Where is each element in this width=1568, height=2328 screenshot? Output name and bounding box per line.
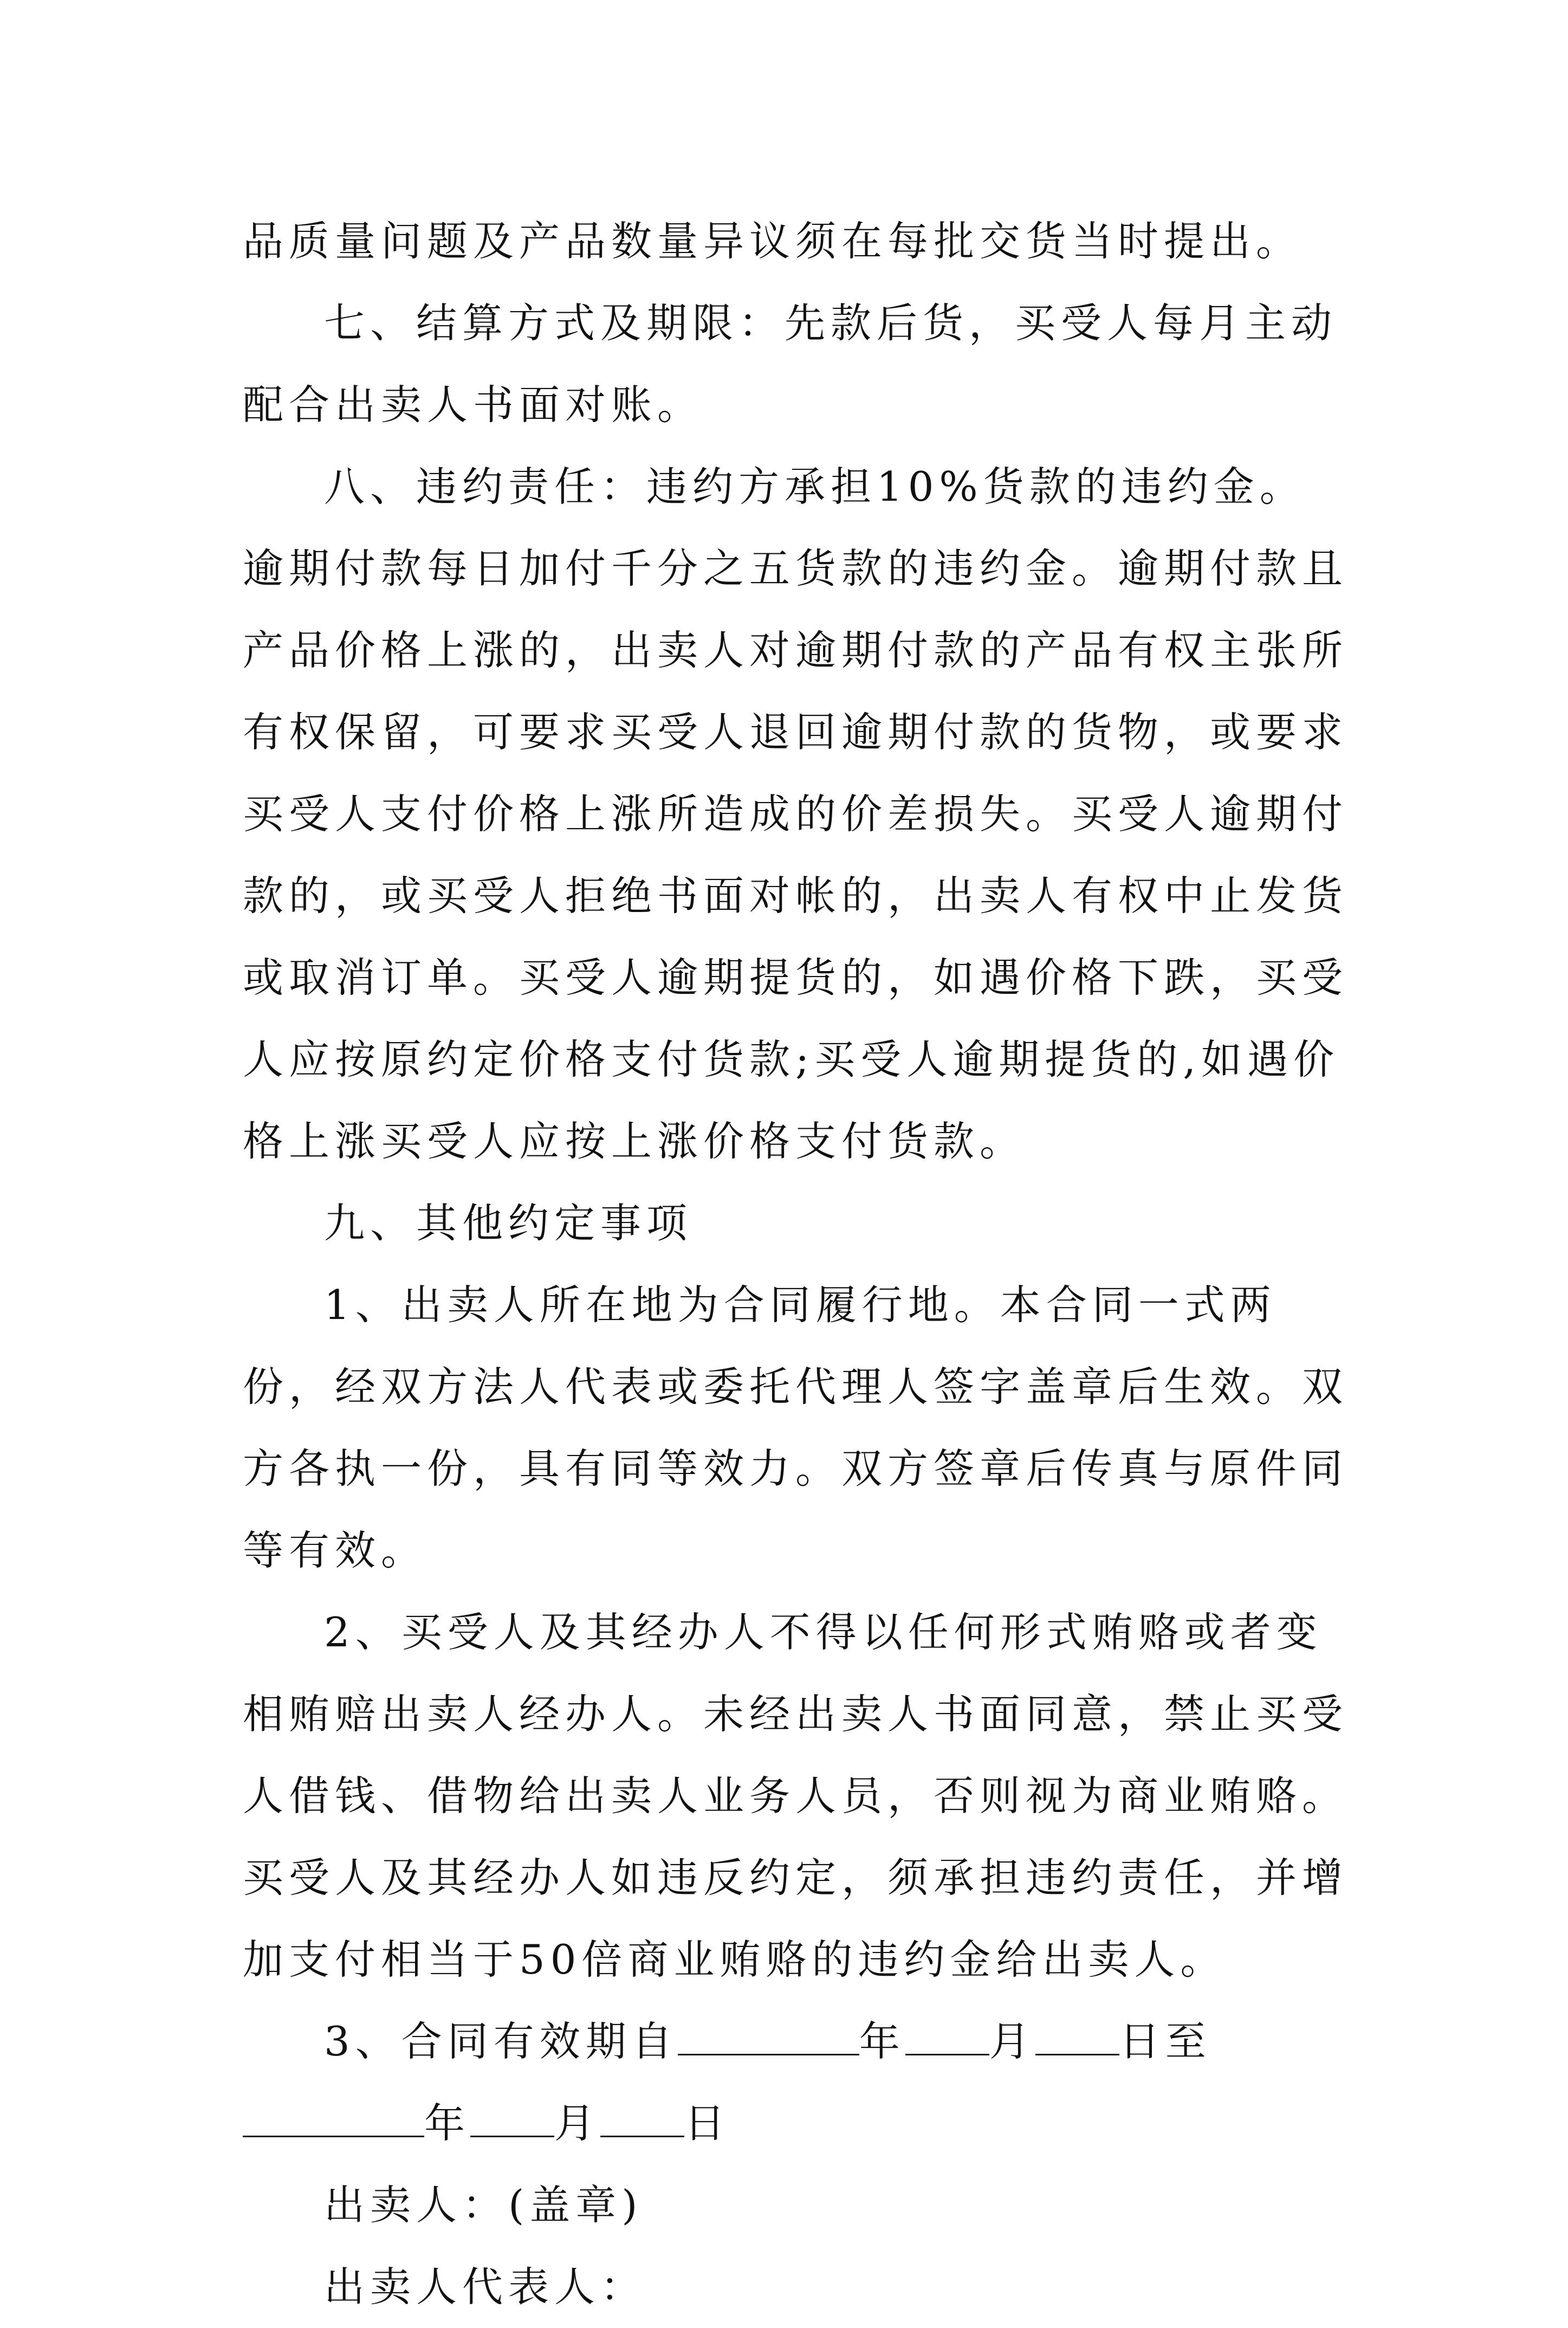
paragraph-other-terms-heading: 九、其他约定事项 [324,1199,693,1247]
month-label: 月 [989,2017,1035,2065]
paragraph-seller-seal: 出卖人：(盖章) [324,2181,643,2229]
blank-start-year[interactable] [678,2021,859,2055]
blank-end-day[interactable] [600,2103,684,2137]
validity-prefix: 3、合同有效期自 [324,2017,678,2065]
blank-start-day[interactable] [1035,2021,1119,2055]
paragraph-place-of-performance: 1、出卖人所在地为合同履行地。本合同一式两份，经双方法人代表或委托代理人签字盖章后生效。双方各执一份，具有同等效力。双方签章后传真与原件同等有效。 [243,1281,1349,1574]
year-label: 年 [859,2017,905,2065]
paragraph-quality-objection: 品质量问题及产品数量异议须在每批交货当时提出。 [243,217,1303,265]
day-label: 日 [684,2099,731,2147]
day-to-label: 日至 [1119,2017,1211,2065]
paragraph-validity-period [243,2001,1348,2164]
blank-end-month[interactable] [470,2103,554,2137]
paragraph-settlement: 七、结算方式及期限：先款后货，买受人每月主动配合出卖人书面对账。 [243,299,1338,429]
blank-end-year[interactable] [243,2103,424,2137]
blank-start-month[interactable] [905,2021,989,2055]
paragraph-anti-bribery: 2、买受人及其经办人不得以任何形式贿赂或者变相贿赔出卖人经办人。未经出卖人书面同意，禁止买受人借钱、借物给出卖人业务人员，否则视为商业贿赂。买受人及其经办人如违反约定，须承担违约责任，并增加支付相当于50倍商业贿赂的违约金给出卖人。 [243,1608,1349,1983]
paragraph-seller-representative: 出卖人代表人： [324,2263,647,2311]
contract-text [243,201,1348,2328]
paragraph-liability: 八、违约责任：违约方承担10%货款的违约金。逾期付款每日加付千分之五货款的违约金。逾期付款且产品价格上涨的，出卖人对逾期付款的产品有权主张所有权保留，可要求买受人退回逾期付款的货物，或要求买受人支付价格上涨所造成的价差损失。买受人逾期付款的，或买受人拒绝书面对帐的，出卖人有权中止发货或取消订单。买受人逾期提货的，如遇价格下跌，买受人应按原约定价格支付货款;买受人逾期提货的,如遇价格上涨买受人应按上涨价格支付货款。 [243,463,1349,1165]
year-label: 年 [424,2099,471,2147]
month-label: 月 [554,2099,601,2147]
